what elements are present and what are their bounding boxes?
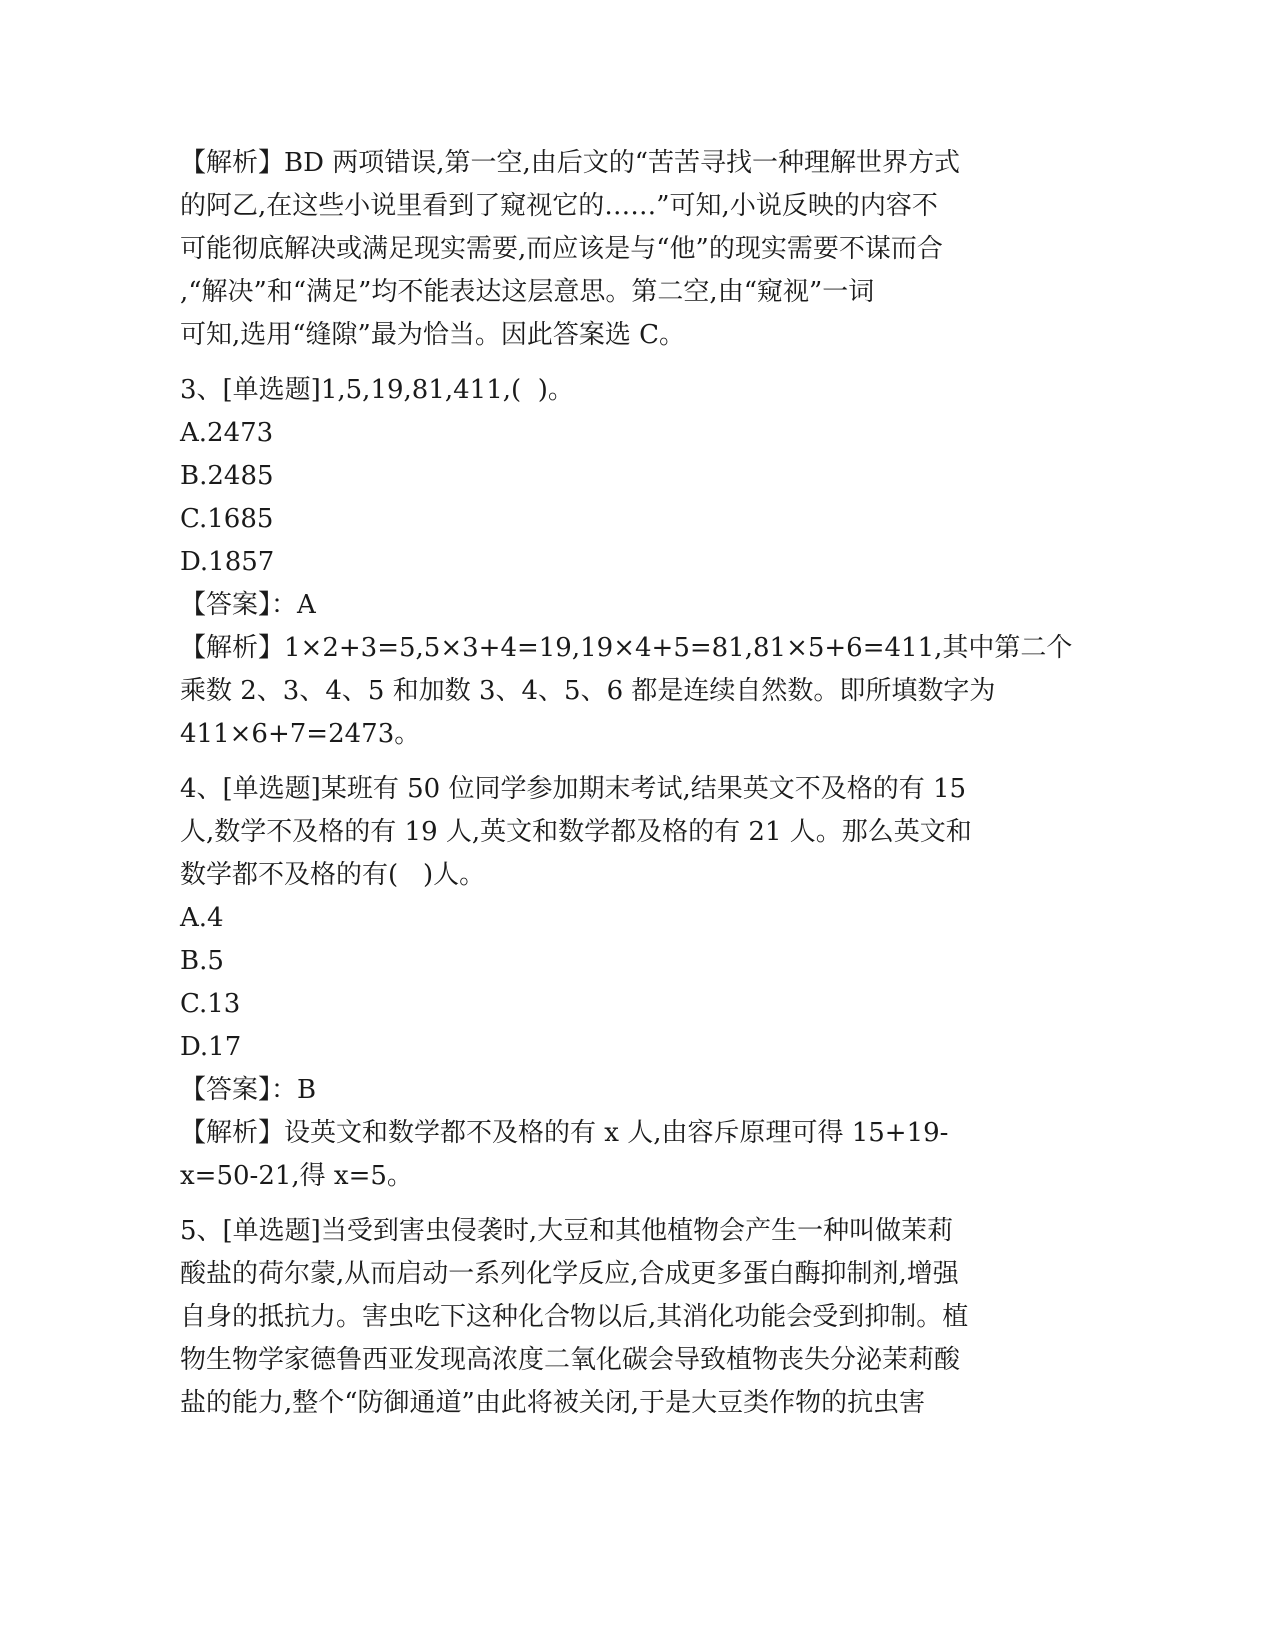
option-c: C.1685	[180, 504, 274, 534]
option-a: A.2473	[180, 418, 274, 448]
analysis-line: x=50-21,得 x=5。	[180, 1161, 413, 1191]
question-stem: 5、[单选题]当受到害虫侵袭时,大豆和其他植物会产生一种叫做茉莉	[180, 1216, 954, 1246]
answer-line: 【答案】：B	[180, 1075, 317, 1105]
analysis-line: 乘数 2、3、4、5 和加数 3、4、5、6 都是连续自然数。即所填数字为	[180, 676, 996, 706]
question-stem: 数学都不及格的有( )人。	[180, 860, 486, 890]
analysis-line: 411×6+7=2473。	[180, 719, 421, 749]
option-d: D.1857	[180, 547, 275, 577]
option-a: A.4	[180, 903, 224, 933]
question-stem: 4、[单选题]某班有 50 位同学参加期末考试,结果英文不及格的有 15	[180, 774, 967, 804]
question-stem: 酸盐的荷尔蒙,从而启动一系列化学反应,合成更多蛋白酶抑制剂,增强	[180, 1259, 959, 1289]
analysis-line: 【解析】设英文和数学都不及格的有 x 人,由容斥原理可得 15+19-	[180, 1118, 949, 1148]
analysis-line: 【解析】1×2+3=5,5×3+4=19,19×4+5=81,81×5+6=411,其中第二个	[180, 633, 1073, 663]
analysis-line: 的阿乙,在这些小说里看到了窥视它的……”可知,小说反映的内容不	[180, 191, 938, 221]
analysis-line: 可能彻底解决或满足现实需要,而应该是与“他”的现实需要不谋而合	[180, 234, 943, 264]
analysis-line: ,“解决”和“满足”均不能表达这层意思。第二空,由“窥视”一词	[180, 277, 875, 307]
analysis-line: 可知,选用“缝隙”最为恰当。因此答案选 C。	[180, 320, 686, 350]
option-d: D.17	[180, 1032, 242, 1062]
question-stem: 3、[单选题]1,5,19,81,411,( )。	[180, 375, 574, 405]
question-5	[180, 1210, 1060, 1425]
question-stem: 盐的能力,整个“防御通道”由此将被关闭,于是大豆类作物的抗虫害	[180, 1388, 926, 1418]
question-4	[180, 768, 1060, 1198]
analysis-line: 【解析】BD 两项错误,第一空,由后文的“苦苦寻找一种理解世界方式	[180, 148, 961, 178]
question-3	[180, 369, 1073, 756]
question-stem: 自身的抵抗力。害虫吃下这种化合物以后,其消化功能会受到抑制。植	[180, 1302, 969, 1332]
option-b: B.2485	[180, 461, 274, 491]
answer-line: 【答案】：A	[180, 590, 316, 620]
document-page	[180, 142, 1073, 1425]
question-stem: 人,数学不及格的有 19 人,英文和数学都及格的有 21 人。那么英文和	[180, 817, 972, 847]
option-b: B.5	[180, 946, 224, 976]
prev-question-analysis	[180, 142, 1060, 357]
option-c: C.13	[180, 989, 241, 1019]
question-stem: 物生物学家德鲁西亚发现高浓度二氧化碳会导致植物丧失分泌茉莉酸	[180, 1345, 961, 1375]
